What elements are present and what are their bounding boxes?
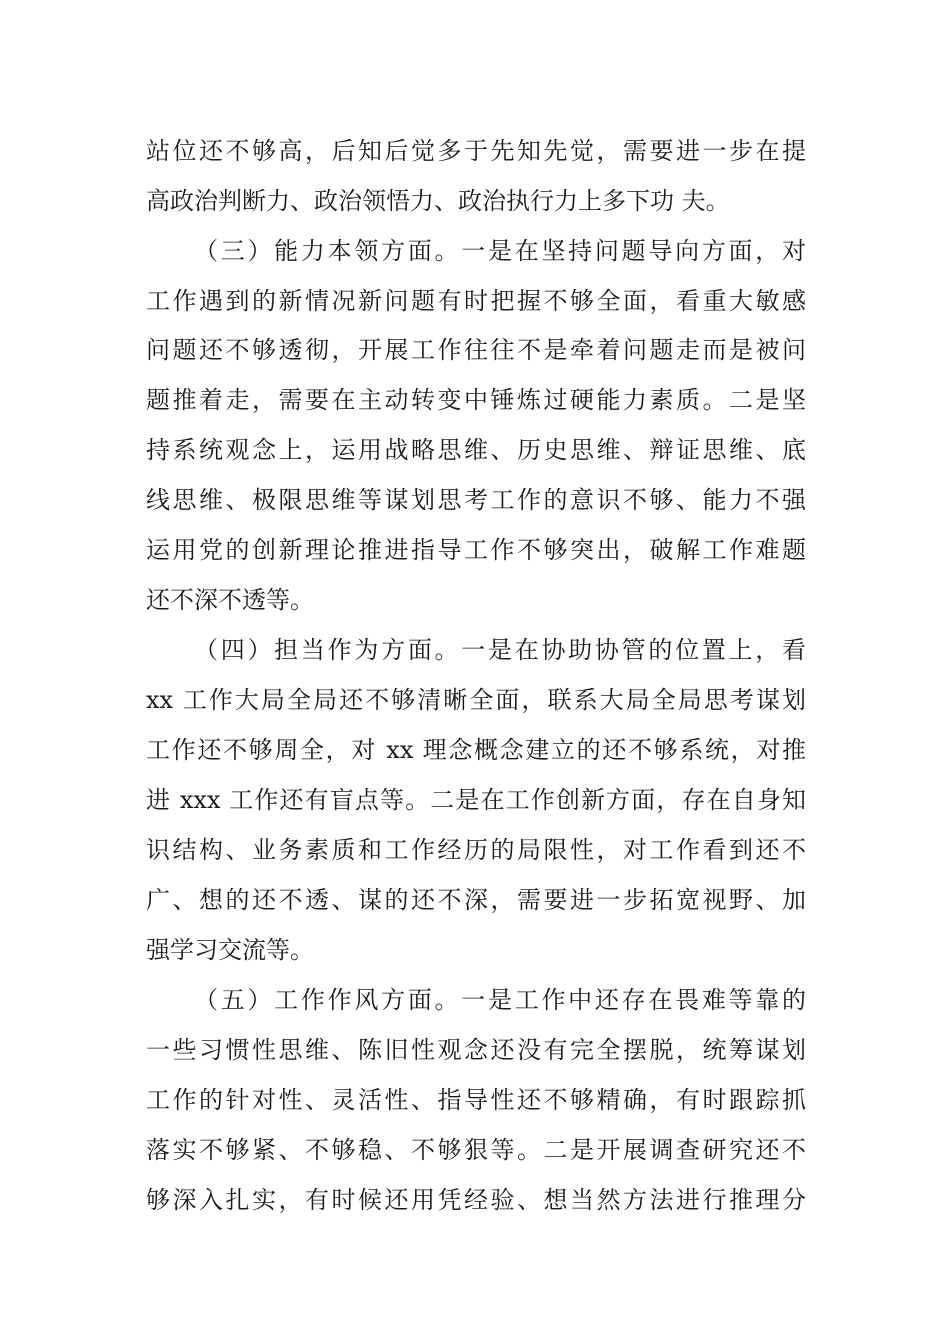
text-line-8: 线思维、极限思维等谋划思考工作的意识不够、能力不强 [146, 486, 806, 514]
section-three-heading-line: （三）能力本领方面。一是在坚持问题导向方面，对 [194, 237, 806, 265]
text-line-15: 识结构、业务素质和工作经历的局限性，对工作看到还不 [146, 836, 806, 864]
text-line-7: 持系统观念上，运用战略思维、历史思维、辩证思维、底 [146, 436, 806, 464]
text-line-10: 还不深不透等。 [146, 586, 314, 614]
text-line-17: 强学习交流等。 [146, 936, 314, 964]
section-four-heading-line: （四）担当作为方面。一是在协助协管的位置上，看 [194, 636, 806, 664]
text-line-19: 一些习惯性思维、陈旧性观念还没有完全摆脱，统筹谋划 [146, 1036, 806, 1064]
text-line-21: 落实不够紧、不够稳、不够狠等。二是开展调查研究还不 [146, 1136, 806, 1164]
text-line-12: xx 工作大局全局还不够清晰全面，联系大局全局思考谋划 [146, 686, 806, 714]
text-line-6: 题推着走，需要在主动转变中锤炼过硬能力素质。二是坚 [146, 386, 806, 414]
text-line-4: 工作遇到的新情况新问题有时把握不够全面，看重大敏感 [146, 287, 806, 315]
text-line-2: 高政治判断力、政治领悟力、政治执行力上多下功 夫。 [146, 187, 730, 215]
text-line-20: 工作的针对性、灵活性、指导性还不够精确，有时跟踪抓 [146, 1086, 806, 1114]
text-line-5: 问题还不够透彻，开展工作往往不是牵着问题走而是被问 [146, 336, 806, 364]
text-line-22: 够深入扎实，有时候还用凭经验、想当然方法进行推理分 [146, 1186, 806, 1214]
text-line-16: 广、想的还不透、谋的还不深，需要进一步拓宽视野、加 [146, 886, 806, 914]
text-line-13: 工作还不够周全，对 xx 理念概念建立的还不够系统，对推 [146, 736, 806, 764]
text-line-9: 运用党的创新理论推进指导工作不够突出，破解工作难题 [146, 536, 806, 564]
text-line-1: 站位还不够高，后知后觉多于先知先觉，需要进一步在提 [146, 137, 806, 165]
section-five-heading-line: （五）工作作风方面。一是工作中还存在畏难等靠的 [194, 986, 806, 1014]
text-line-14: 进 xxx 工作还有盲点等。二是在工作创新方面，存在自身知 [146, 786, 806, 814]
